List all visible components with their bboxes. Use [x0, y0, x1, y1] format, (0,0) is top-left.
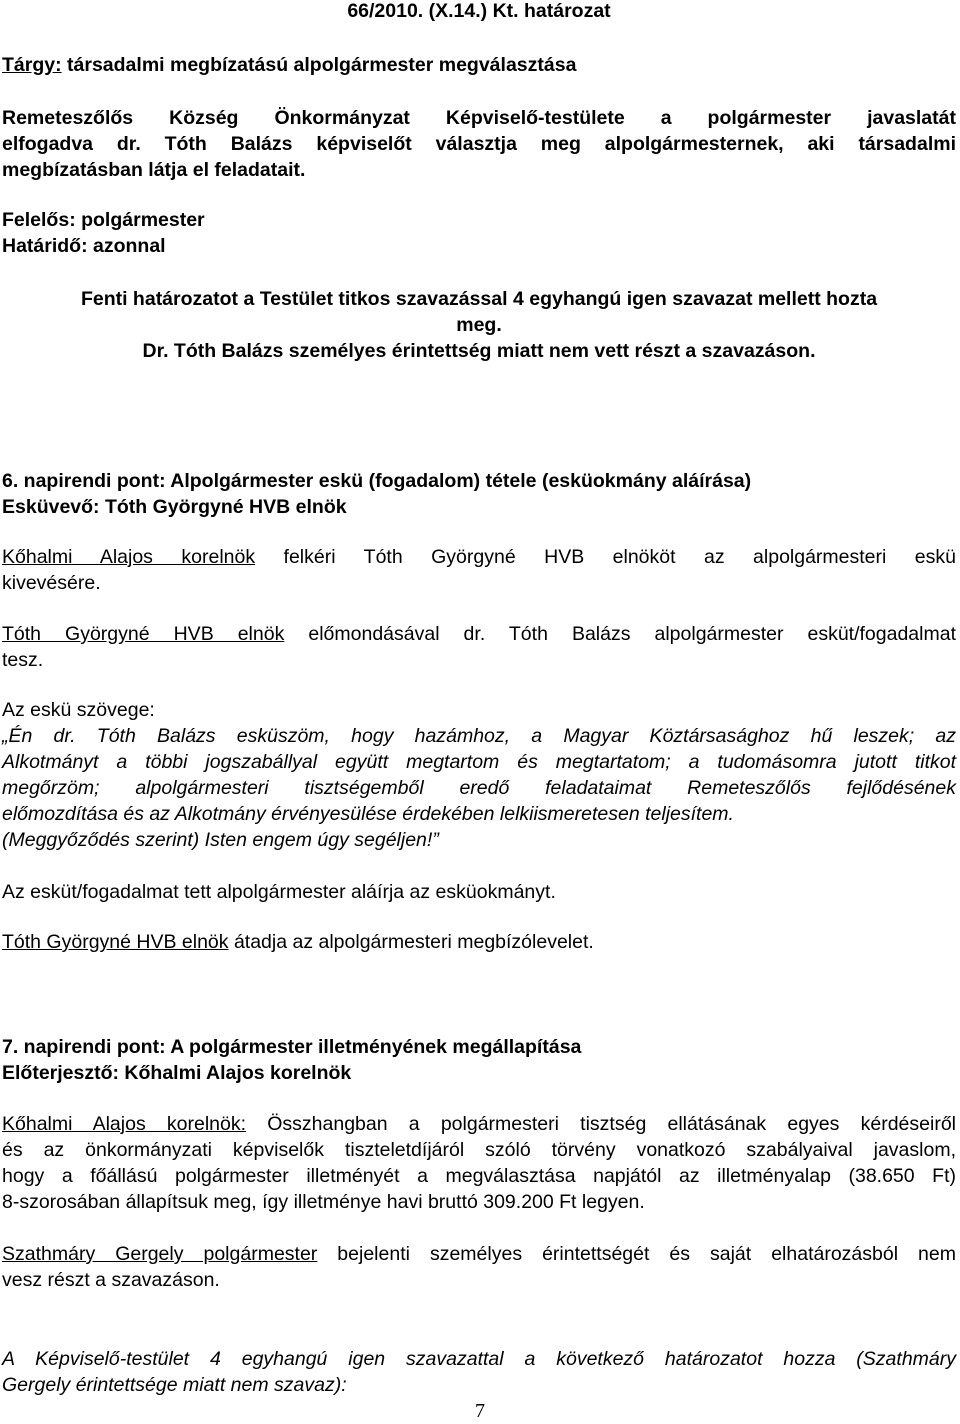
resolution-title: 66/2010. (X.14.) Kt. határozat	[347, 0, 611, 22]
oath-line-5: (Meggyőződés szerint) Isten engem úgy segéljen!”	[2, 829, 439, 851]
page-number: 7	[475, 1400, 485, 1422]
subject-text: társadalmi megbízatású alpolgármester megválasztása	[61, 54, 577, 76]
item6-paragraph-1-line-2: kivevésére.	[2, 572, 101, 594]
item6-sworn-by: Esküvevő: Tóth Györgyné HVB elnök	[2, 496, 347, 518]
item6-heading: 6. napirendi pont: Alpolgármester eskü (fogadalom) tétele (esküokmány aláírása)	[2, 470, 752, 492]
oath-line-3: megőrzöm; alpolgármesteri tisztségemből eredő feladataimat Remeteszőlős fejlődésének	[2, 777, 956, 799]
item6-paragraph-2-line-2: tesz.	[2, 649, 44, 671]
item7-p2-speaker: Szathmáry Gergely polgármester	[2, 1243, 318, 1265]
deadline-line: Határidő: azonnal	[2, 235, 166, 257]
abstention-note: Dr. Tóth Balázs személyes érintettség miatt nem vett részt a szavazáson.	[142, 340, 816, 362]
item7-decision-line-2: Gergely érintettsége miatt nem szavaz):	[2, 1374, 347, 1396]
oath-line-4: előmozdítása és az Alkotmány érvényesülése érdekében lelkiismeretesen teljesítem.	[2, 803, 734, 825]
item6-p2-text: előmondásával dr. Tóth Balázs alpolgármester esküt/fogadalmat	[284, 623, 956, 645]
item7-paragraph-1-line-2: és az önkormányzati képviselők tiszteletdíjáról szóló törvény vonatkozó szabályaival javaslom,	[2, 1139, 956, 1161]
subject-line	[2, 52, 956, 78]
vote-line-1: Fenti határozatot a Testület titkos szavazással 4 egyhangú igen szavazat mellett hozta	[80, 288, 878, 310]
resolution-body-line-1: Remeteszőlős Község Önkormányzat Képviselő-testülete a polgármester javaslatát	[2, 107, 956, 129]
item7-paragraph-1-line-4: 8-szorosában állapítsuk meg, így illetménye havi bruttó 309.200 Ft legyen.	[2, 1191, 645, 1213]
resolution-body-line-3: megbízatásban látja el feladatait.	[2, 159, 306, 181]
item6-signing: Az esküt/fogadalmat tett alpolgármester aláírja az esküokmányt.	[2, 881, 556, 903]
item6-p1-text: felkéri Tóth Györgyné HVB elnököt az alpolgármesteri eskü	[255, 546, 956, 568]
item7-paragraph-1-line-3: hogy a főállású polgármester illetményét a megválasztása napjától az illetményalap (38.650 Ft)	[2, 1165, 956, 1187]
item7-p1-speaker: Kőhalmi Alajos korelnök:	[2, 1113, 247, 1135]
vote-line-2: meg.	[456, 314, 502, 336]
item6-p1-speaker: Kőhalmi Alajos korelnök	[2, 546, 256, 568]
item7-decision-line-1: A Képviselő-testület 4 egyhangú igen szavazattal a következő határozatot hozza (Szathmáry	[2, 1348, 956, 1370]
item7-paragraph-2	[2, 1241, 956, 1267]
item7-p1-text: Összhangban a polgármesteri tisztség ellátásának egyes kérdéseiről	[246, 1113, 956, 1135]
item6-paragraph-3	[2, 929, 956, 955]
oath-label: Az eskü szövege:	[2, 699, 155, 721]
item7-heading: 7. napirendi pont: A polgármester illetményének megállapítása	[2, 1036, 582, 1058]
subject-label: Tárgy:	[2, 54, 62, 76]
item6-paragraph-2	[2, 621, 956, 647]
item6-p3-speaker: Tóth Györgyné HVB elnök	[2, 931, 229, 953]
item7-presenter: Előterjesztő: Kőhalmi Alajos korelnök	[2, 1062, 352, 1084]
resolution-body-line-2: elfogadva dr. Tóth Balázs képviselőt választja meg alpolgármesternek, aki társadalmi	[2, 133, 956, 155]
oath-line-2: Alkotmányt a többi jogszabállyal együtt megtartom és megtartatom; a tudomásomra jutott titkot	[2, 751, 956, 773]
item6-p3-text: átadja az alpolgármesteri megbízólevelet.	[228, 931, 594, 953]
item7-paragraph-1	[2, 1111, 956, 1137]
item7-p2-text: bejelenti személyes érintettségét és saját elhatározásból nem	[317, 1243, 956, 1265]
responsible-line: Felelős: polgármester	[2, 209, 205, 231]
item7-paragraph-2-line-2: vesz részt a szavazáson.	[2, 1269, 220, 1291]
item6-p2-speaker: Tóth Györgyné HVB elnök	[2, 623, 285, 645]
item6-paragraph-1	[2, 544, 956, 570]
oath-line-1: „Én dr. Tóth Balázs esküszöm, hogy hazámhoz, a Magyar Köztársasághoz hű leszek; az	[2, 725, 956, 747]
